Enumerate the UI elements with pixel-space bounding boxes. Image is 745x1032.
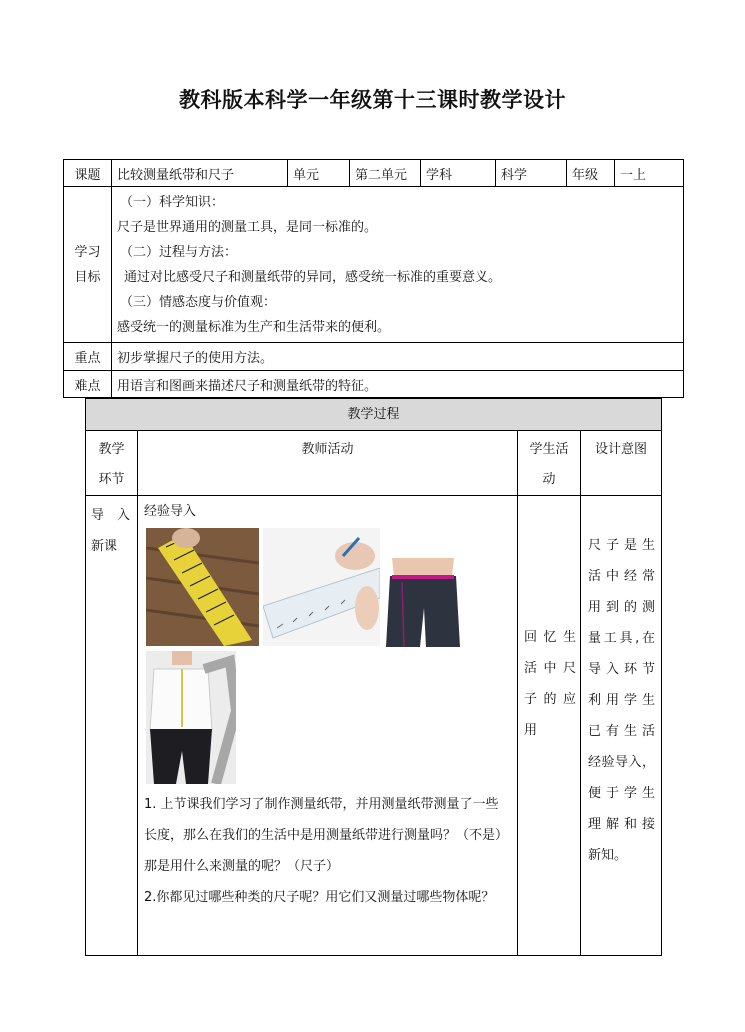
design-line: 导入环节 [588, 662, 656, 677]
topic-label: 课题 [64, 160, 112, 187]
design-line: 尺子是生 [588, 538, 656, 553]
photo-group [144, 524, 511, 789]
grade-value: 一上 [615, 160, 684, 187]
goal-line: （二）过程与方法： [120, 245, 238, 260]
unit-value: 第二单元 [350, 160, 421, 187]
design-line: 新知。 [588, 848, 628, 863]
design-line: 已有生活 [588, 724, 656, 739]
subject-label: 学科 [421, 160, 496, 187]
goal-line: 通过对比感受尺子和测量纸带的异同，感受统一标准的重要意义。 [124, 270, 502, 285]
body-measure-photo [146, 651, 236, 784]
student-line: 回忆生 [524, 630, 576, 645]
goal-line: （三）情感态度与价值观： [120, 295, 277, 310]
table-row [86, 496, 662, 956]
design-intent-cell [581, 496, 662, 956]
ruler-photo [263, 528, 380, 646]
col-student-line: 动 [542, 472, 556, 487]
lesson-info-table [63, 159, 684, 398]
goals-label [64, 187, 112, 343]
goals-label-line: 学习 [74, 244, 101, 260]
process-header: 教学过程 [86, 399, 662, 431]
teacher-question-2: 2.你都见过哪些种类的尺子呢？用它们又测量过哪些物体呢？ [144, 890, 495, 905]
student-activity-cell [518, 496, 581, 956]
col-design-header: 设计意图 [581, 431, 662, 496]
design-line: 经验导入， [588, 755, 656, 770]
document-title: 教科版本科学一年级第十三课时教学设计 [179, 88, 566, 112]
col-student-line: 学生活 [529, 442, 569, 457]
col-stage-line: 教学 [98, 442, 125, 457]
teaching-process-table [85, 398, 662, 956]
design-line: 量工具,在 [588, 631, 656, 646]
waist-measure-photo [382, 558, 464, 647]
difficulty-text: 用语言和图画来描述尺子和测量纸带的特征。 [112, 371, 684, 398]
topic-value: 比较测量纸带和尺子 [112, 160, 288, 187]
student-line: 活中尺 [524, 661, 576, 676]
teacher-question-1: 1. 上节课我们学习了制作测量纸带，并用测量纸带测量了一些长度，那么在我们的生活中是用测量纸带进行测量吗？（不是）那是用什么来测量的呢？（尺子） [144, 797, 509, 874]
key-point-text: 初步掌握尺子的使用方法。 [112, 343, 684, 371]
stage-line: 新课 [91, 539, 118, 554]
design-line: 利用学生 [588, 693, 656, 708]
col-student-header [518, 431, 581, 496]
grade-label: 年级 [567, 160, 615, 187]
teacher-activity-cell [138, 496, 518, 956]
stage-cell [86, 496, 138, 956]
goal-line: 尺子是世界通用的测量工具，是同一标准的。 [117, 220, 378, 235]
goals-label-line: 目标 [74, 269, 101, 285]
student-line: 用 [524, 723, 538, 738]
design-line: 用到的测 [588, 600, 656, 615]
student-line: 子的应 [524, 692, 576, 707]
key-point-label: 重点 [64, 343, 112, 371]
difficulty-label: 难点 [64, 371, 112, 398]
goals-content [112, 187, 684, 343]
col-stage-header [86, 431, 138, 496]
subject-value: 科学 [496, 160, 567, 187]
stage-line: 导 入 [91, 508, 131, 523]
goal-line: 感受统一的测量标准为生产和生活带来的便利。 [117, 320, 391, 335]
design-line: 便于学生 [588, 786, 656, 801]
design-line: 理解和接 [588, 817, 656, 832]
design-line: 活中经常 [588, 569, 656, 584]
col-stage-line: 环节 [98, 472, 125, 487]
tape-measure-photo [146, 528, 259, 646]
unit-label: 单元 [288, 160, 350, 187]
teacher-title: 经验导入 [144, 504, 197, 519]
goal-line: （一）科学知识： [120, 195, 225, 210]
col-teacher-header: 教师活动 [138, 431, 518, 496]
